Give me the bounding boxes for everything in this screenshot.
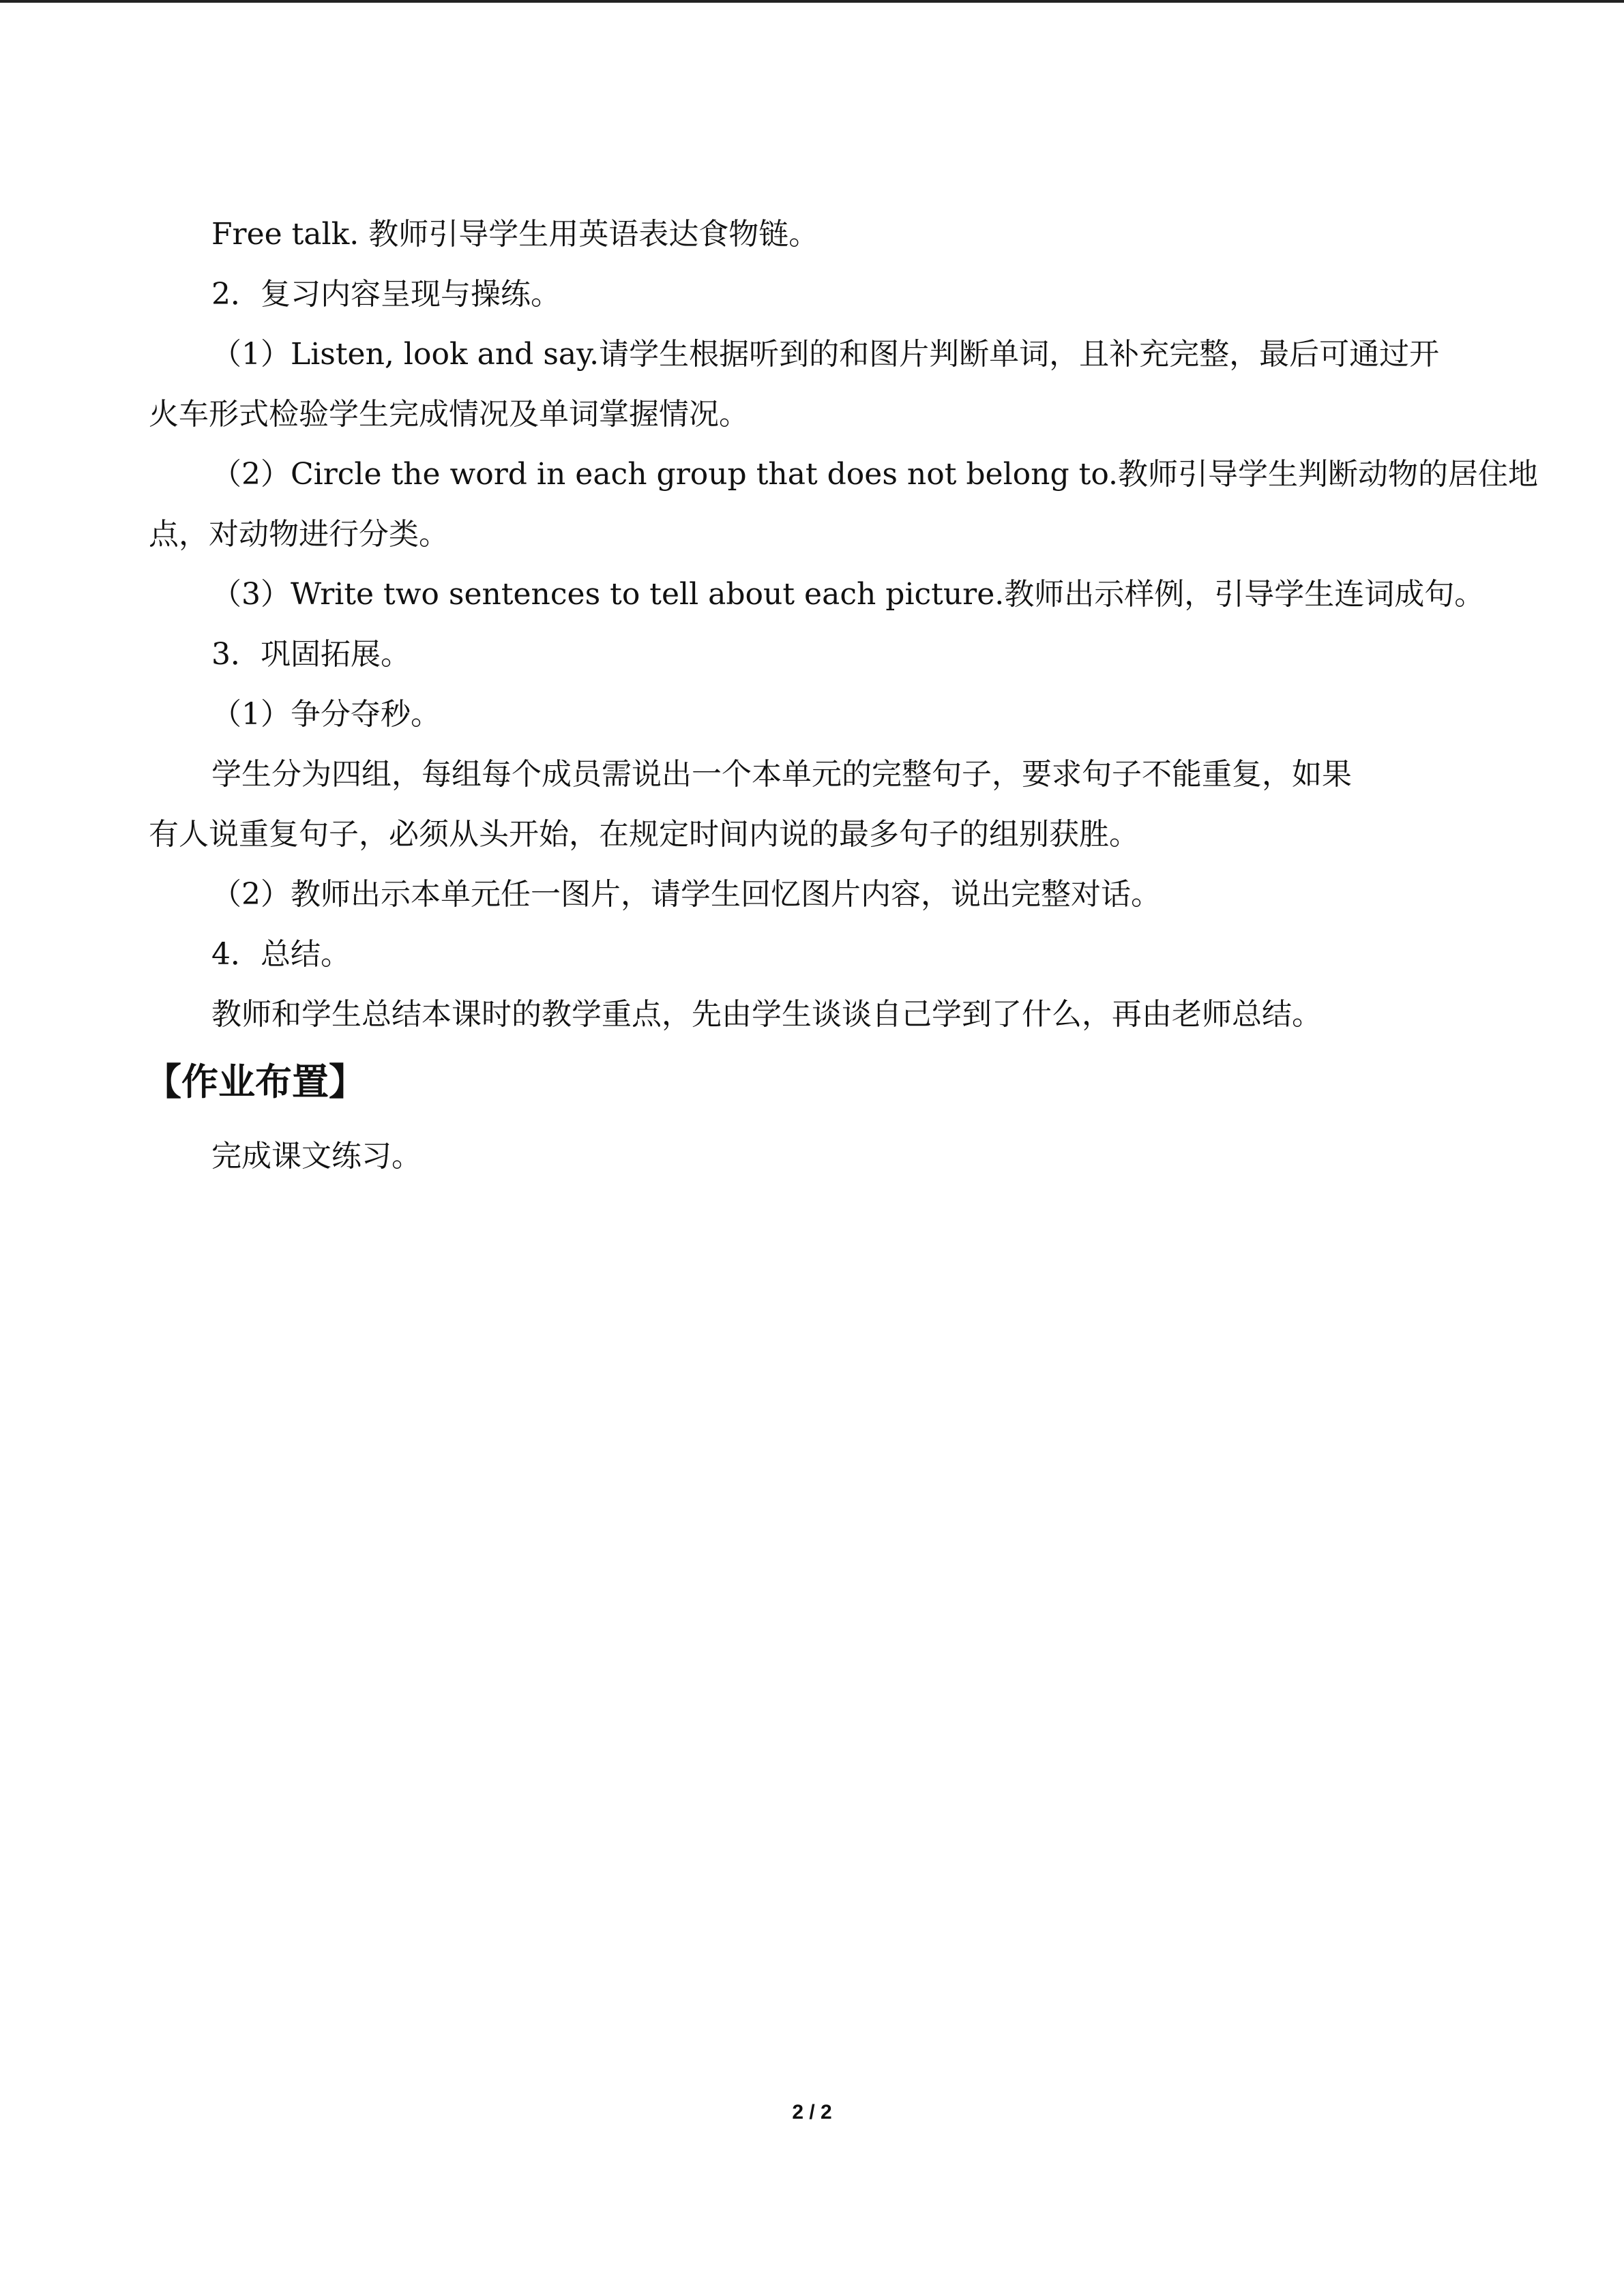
paragraph-review-heading: 2．复习内容呈现与操练。 (211, 277, 561, 312)
paragraph-summary-text: 教师和学生总结本课时的教学重点，先由学生谈谈自己学到了什么，再由老师总结。 (211, 997, 1322, 1032)
paragraph-circle-word-cont: 点，对动物进行分类。 (149, 517, 449, 552)
paragraph-consolidate-heading: 3．巩固拓展。 (211, 637, 411, 672)
page-number: 2 / 2 (792, 2101, 832, 2123)
paragraph-race-heading: （1）争分夺秒。 (211, 697, 441, 732)
homework-text: 完成课文练习。 (211, 1139, 422, 1174)
paragraph-circle-word: （2）Circle the word in each group that does not belong to.教师引导学生判断动物的居住地 (211, 457, 1539, 492)
paragraph-listen-look-say-cont: 火车形式检验学生完成情况及单词掌握情况。 (149, 397, 749, 432)
paragraph-race-rules: 学生分为四组，每组每个成员需说出一个本单元的完整句子，要求句子不能重复，如果 (211, 757, 1352, 792)
paragraph-listen-look-say: （1）Listen, look and say.请学生根据听到的和图片判断单词，且补充完整，最后可通过开 (211, 337, 1440, 372)
paragraph-free-talk: Free talk. 教师引导学生用英语表达食物链。 (211, 217, 819, 252)
top-border-line (0, 0, 1624, 3)
paragraph-race-rules-cont: 有人说重复句子，必须从头开始，在规定时间内说的最多句子的组别获胜。 (149, 817, 1139, 852)
paragraph-summary-heading: 4．总结。 (211, 937, 351, 972)
homework-heading: 【作业布置】 (145, 1060, 366, 1103)
paragraph-write-sentences: （3）Write two sentences to tell about each picture.教师出示样例，引导学生连词成句。 (211, 577, 1485, 612)
document-body (145, 205, 1539, 1187)
paragraph-picture-recall: （2）教师出示本单元任一图片，请学生回忆图片内容，说出完整对话。 (211, 877, 1161, 912)
